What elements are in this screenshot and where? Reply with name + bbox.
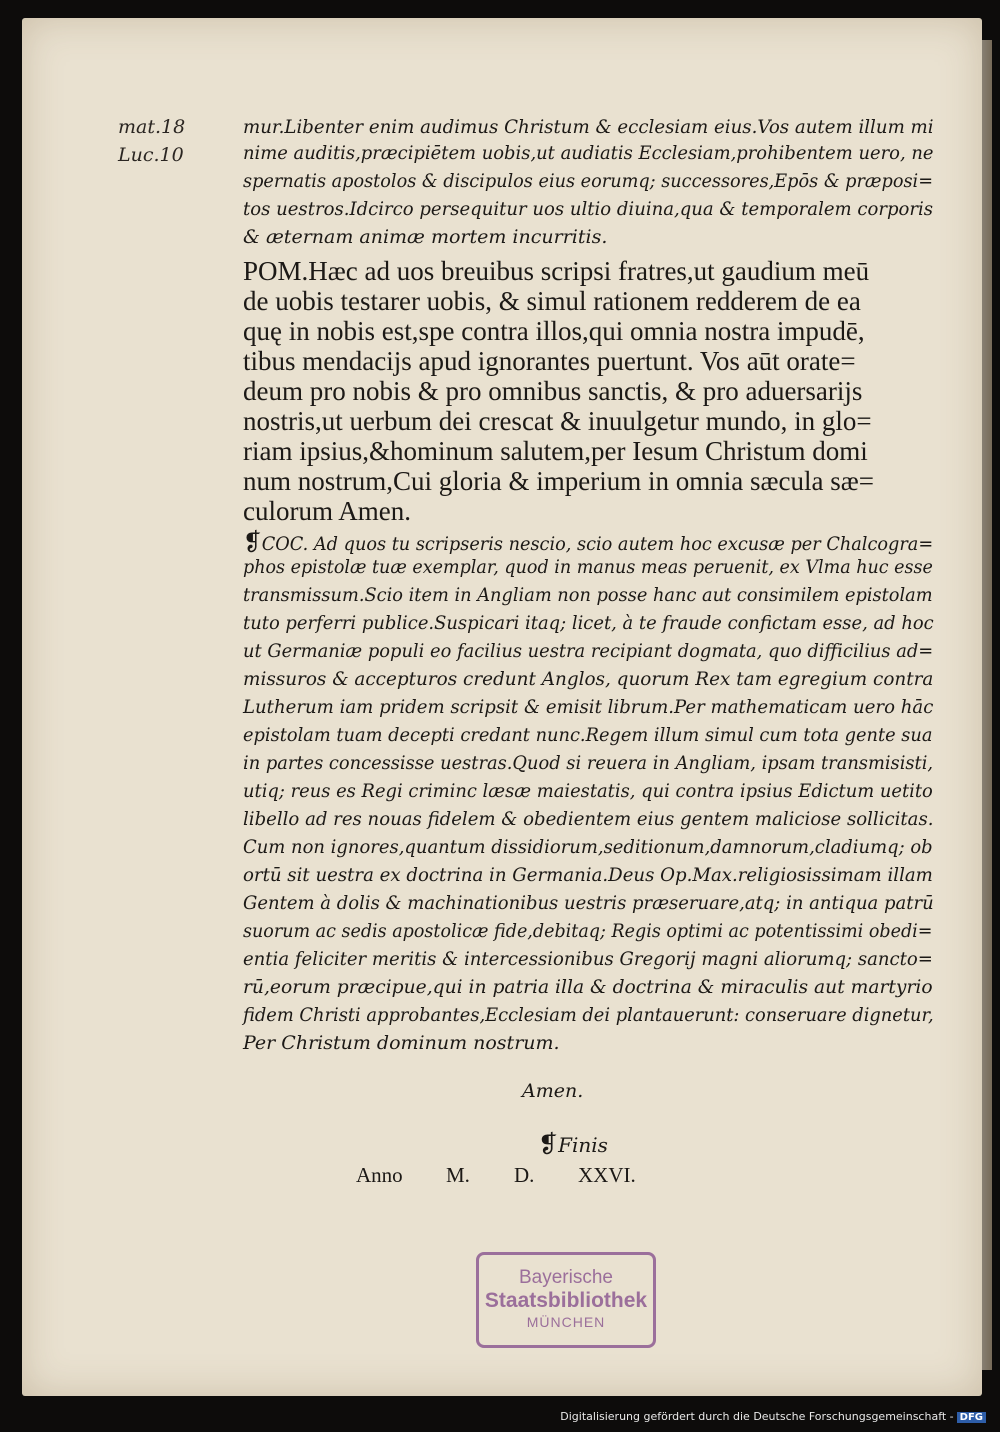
text-line xyxy=(243,1032,560,1054)
pilcrow-icon: ❡ xyxy=(243,528,262,556)
text-line-content: libello ad res nouas fidelem & obedientem eius gentem maliciose sollicitas. xyxy=(243,808,934,830)
text-line-content: tibus mendacijs apud ignorantes puertunt. Vos aūt orate= xyxy=(243,346,856,376)
stamp-line: Staatsbibliothek xyxy=(484,1289,648,1312)
text-line xyxy=(243,466,874,497)
text-line xyxy=(243,226,607,248)
footer-text: Digitalisierung gefördert durch die Deutsche Forschungsgemeinschaft - xyxy=(560,1410,954,1423)
margin-note: mat.18 xyxy=(118,116,186,138)
text-line-content: spernatis apostolos & discipulos eius eorumq; successores,Epōs & præposi= xyxy=(243,170,934,192)
text-line-content: & æternam animæ mortem incurritis. xyxy=(243,226,608,248)
text-line-content: Lutherum iam pridem scripsit & emisit librum.Per mathematicam uero hāc xyxy=(243,696,934,718)
text-line xyxy=(243,892,934,914)
text-line-content: deum pro nobis & pro omnibus sanctis, & pro aduersarijs xyxy=(243,376,863,406)
text-line-content: quę in nobis est,spe contra illos,qui omnia nostra impudē, xyxy=(243,316,865,346)
text-line-content: fidem Christi approbantes,Ecclesiam dei plantauerunt: conseruare dignetur, xyxy=(243,1004,934,1026)
text-line xyxy=(243,556,933,578)
text-line xyxy=(243,436,868,467)
text-line-content: nime auditis,præcipiētem uobis,ut audiatis Ecclesiam,prohibentem uero, ne xyxy=(243,142,934,164)
date-numeral: M. xyxy=(446,1163,470,1187)
text-line xyxy=(243,528,933,556)
text-line xyxy=(243,976,933,998)
stamp-line: Bayerische xyxy=(519,1267,613,1288)
text-line xyxy=(243,116,934,138)
text-line-content: tos uestros.Idcirco persequitur uos ultio diuina,qua & temporalem corporis xyxy=(243,198,934,220)
text-line-content: num nostrum,Cui gloria & imperium in omnia sæcula sæ= xyxy=(243,466,874,496)
text-line-content: ortū sit uestra ex doctrina in Germania.Deus Op.Max.religiosissimam illam xyxy=(243,864,933,886)
text-line-content: culorum Amen. xyxy=(243,496,411,526)
text-line-content: Cum non ignores,quantum dissidiorum,seditionum,damnorum,cladiumq; ob xyxy=(243,836,933,858)
text-line xyxy=(243,584,933,606)
text-line xyxy=(243,316,865,347)
amen-line: Amen. xyxy=(522,1080,584,1102)
margin-note: Luc.10 xyxy=(118,144,184,166)
text-line xyxy=(243,376,862,407)
text-line xyxy=(243,920,932,942)
date-numeral: XXVI. xyxy=(578,1163,636,1187)
text-line-content: tuto perferri publice.Suspicari itaq; licet, à te fraude confictam esse, ad hoc xyxy=(243,612,934,634)
text-line xyxy=(243,496,411,527)
text-line xyxy=(243,142,933,164)
text-line-content: ut Germaniæ populi eo facilius uestra recipiant dogmata, quo difficilius ad= xyxy=(243,640,934,662)
text-line-content: phos epistolæ tuæ exemplar, quod in manus meas peruenit, ex Vlma huc esse xyxy=(243,556,933,578)
text-line-content: Per Christum dominum nostrum. xyxy=(243,1032,560,1054)
finis-line xyxy=(538,1130,608,1158)
text-line-content: entia feliciter meritis & intercessionibus Gregorij magni aliorumq; sancto= xyxy=(243,948,933,970)
text-line-content: nostris,ut uerbum dei crescat & inuulgetur mundo, in glo= xyxy=(243,406,872,436)
text-line-content: utiq; reus es Regi criminc læsæ maiestatis, qui contra ipsius Edictum uetito xyxy=(243,780,933,802)
text-line-content: in partes concessisse uestras.Quod si reuera in Angliam, ipsam transmisisti, xyxy=(243,752,934,774)
text-line-content: transmissum.Scio item in Angliam non posse hanc aut consimilem epistolam xyxy=(243,584,933,606)
text-line-content: missuros & accepturos credunt Anglos, quorum Rex tam egregium contra xyxy=(243,668,934,690)
text-line xyxy=(243,1004,934,1026)
footer-credit xyxy=(560,1410,986,1423)
text-line xyxy=(243,346,856,377)
text-line xyxy=(243,406,872,437)
stamp-line: MÜNCHEN xyxy=(526,1314,606,1330)
text-line xyxy=(243,752,933,774)
text-line xyxy=(243,668,933,690)
text-line-content: POM.Hæc ad uos breuibus scripsi fratres,ut gaudium meū xyxy=(243,256,870,286)
text-line xyxy=(243,256,869,287)
text-line xyxy=(243,724,932,746)
pilcrow-icon: ❡ xyxy=(538,1130,559,1158)
page-edge xyxy=(982,40,992,1370)
text-line xyxy=(243,948,933,970)
text-line-content: Gentem à dolis & machinationibus uestris præseruare,atq; in antiqua patrū xyxy=(243,892,934,914)
text-line-content: suorum ac sedis apostolicæ fide,debitaq; Regis optimi ac potentissimi obedi= xyxy=(243,920,933,942)
text-line-content: COC. Ad quos tu scripseris nescio, scio autem hoc excusæ per Chalcogra= xyxy=(261,533,934,555)
text-line xyxy=(243,696,933,718)
text-line-content: rū,eorum præcipue,qui in patria illa & doctrina & miraculis aut martyrio xyxy=(243,976,933,998)
text-line-content: epistolam tuam decepti credant nunc.Regem illum simul cum tota gente sua xyxy=(243,724,933,746)
text-line xyxy=(243,198,933,220)
text-line xyxy=(243,808,933,830)
date-word: Anno xyxy=(356,1163,403,1187)
text-line-content: mur.Libenter enim audimus Christum & ecclesiam eius.Vos autem illum mi xyxy=(243,116,934,138)
library-stamp xyxy=(476,1252,656,1348)
text-line xyxy=(243,612,934,634)
text-line xyxy=(243,864,933,886)
text-line xyxy=(243,780,933,802)
finis-text: Finis xyxy=(558,1133,608,1157)
text-line-content: riam ipsius,&hominum salutem,per Iesum Christum domi xyxy=(243,436,868,466)
dfg-logo: DFG xyxy=(957,1412,986,1423)
text-line xyxy=(243,170,933,192)
text-line xyxy=(243,640,933,662)
text-line xyxy=(243,286,861,317)
text-line xyxy=(243,836,933,858)
date-numeral: D. xyxy=(514,1163,535,1187)
text-line-content: de uobis testarer uobis, & simul rationem redderem de ea xyxy=(243,286,861,316)
